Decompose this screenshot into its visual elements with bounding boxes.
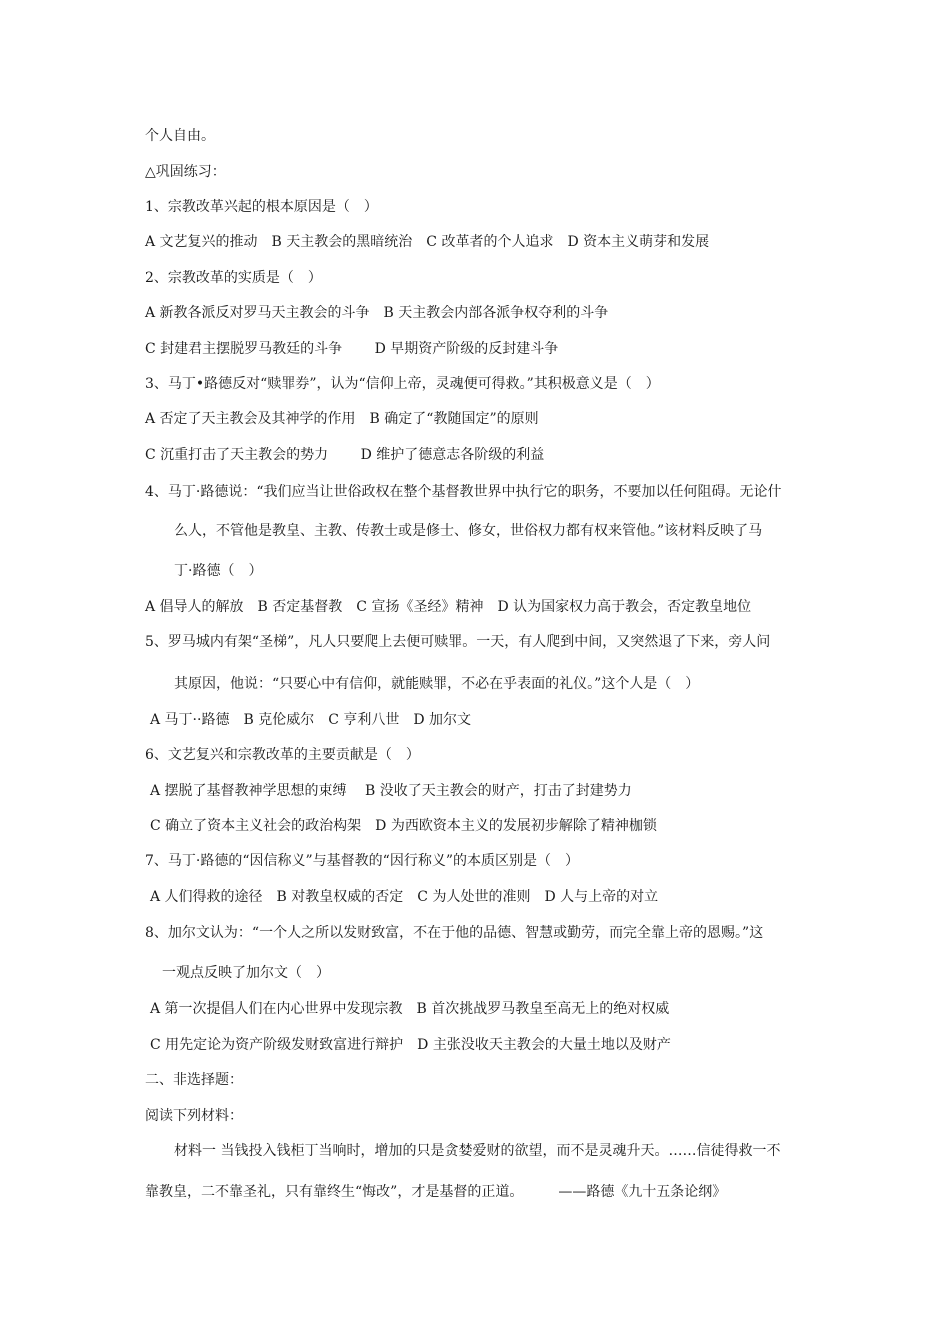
question-7-options: A 人们得救的途径 B 对教皇权威的否定 C 为人处世的准则 D 人与上帝的对立 (150, 889, 659, 905)
question-4-cont: 么人，不管他是教皇、主教、传教士或是修士、修女，世俗权力都有权来管他。”该材料反映了马 (174, 523, 763, 539)
question-2-options-ab: A 新教各派反对罗马天主教会的斗争 B 天主教会内部各派争权夺利的斗争 (145, 305, 609, 321)
question-7: 7、马丁·路德的“因信称义”与基督教的“因行称义”的本质区别是（ ） (145, 853, 579, 869)
question-4-options: A 倡导人的解放 B 否定基督教 C 宣扬《圣经》精神 D 认为国家权力高于教会，否定教皇地位 (145, 599, 752, 615)
question-3: 3、马丁•路德反对“赎罪券”，认为“信仰上帝，灵魂便可得救。”其积极意义是（ ） (145, 376, 660, 392)
question-8-options-ab: A 第一次提倡人们在内心世界中发现宗教 B 首次挑战罗马教皇至高无上的绝对权威 (150, 1001, 670, 1017)
question-1-options: A 文艺复兴的推动 B 天主教会的黑暗统治 C 改革者的个人追求 D 资本主义萌芽和发展 (145, 234, 710, 250)
question-4-cont: 丁·路德（ ） (174, 563, 263, 579)
instruction-text: 阅读下列材料： (145, 1108, 243, 1124)
question-2: 2、宗教改革的实质是（ ） (145, 270, 322, 286)
question-8-cont: 一观点反映了加尔文（ ） (162, 965, 330, 981)
question-6-options-cd: C 确立了资本主义社会的政治构架 D 为西欧资本主义的发展初步解除了精神枷锁 (150, 818, 657, 834)
question-5-cont: 其原因，他说：“只要心中有信仰，就能赎罪，不必在乎表面的礼仪。”这个人是（ ） (174, 676, 700, 692)
question-3-options-ab: A 否定了天主教会及其神学的作用 B 确定了“教随国定”的原则 (145, 411, 539, 427)
question-8: 8、加尔文认为：“一个人之所以发财致富，不在于他的品德、智慧或勤劳，而完全靠上帝的恩赐。”这 (145, 925, 764, 941)
material-one-cont: 靠教皇，二不靠圣礼，只有靠终生“悔改”，才是基督的正道。 ——路德《九十五条论纲》 (145, 1184, 727, 1200)
text-line: 个人自由。 (145, 128, 215, 144)
question-1: 1、宗教改革兴起的根本原因是（ ） (145, 199, 378, 215)
material-one: 材料一 当钱投入钱柜丁当响时，增加的只是贪婪爱财的欲望，而不是灵魂升天。……信徒得救一不 (174, 1143, 781, 1159)
question-3-options-cd: C 沉重打击了天主教会的势力 D 维护了德意志各阶级的利益 (145, 447, 545, 463)
section-heading: △巩固练习： (145, 164, 226, 180)
question-4: 4、马丁·路德说：“我们应当让世俗政权在整个基督教世界中执行它的职务，不要加以任何阻碍。无论什 (145, 484, 782, 500)
question-5-options: A 马丁··路德 B 克伦威尔 C 亨利八世 D 加尔文 (150, 712, 472, 728)
question-6-options-ab: A 摆脱了基督教神学思想的束缚 B 没收了天主教会的财产，打击了封建势力 (150, 783, 632, 799)
question-2-options-cd: C 封建君主摆脱罗马教廷的斗争 D 早期资产阶级的反封建斗争 (145, 341, 559, 357)
question-5: 5、罗马城内有架“圣梯”，凡人只要爬上去便可赎罪。一天，有人爬到中间，又突然退了下来，旁人问 (145, 634, 771, 650)
question-6: 6、文艺复兴和宗教改革的主要贡献是（ ） (145, 747, 420, 763)
question-8-options-cd: C 用先定论为资产阶级发财致富进行辩护 D 主张没收天主教会的大量土地以及财产 (150, 1037, 671, 1053)
section-heading: 二、非选择题： (145, 1072, 243, 1088)
